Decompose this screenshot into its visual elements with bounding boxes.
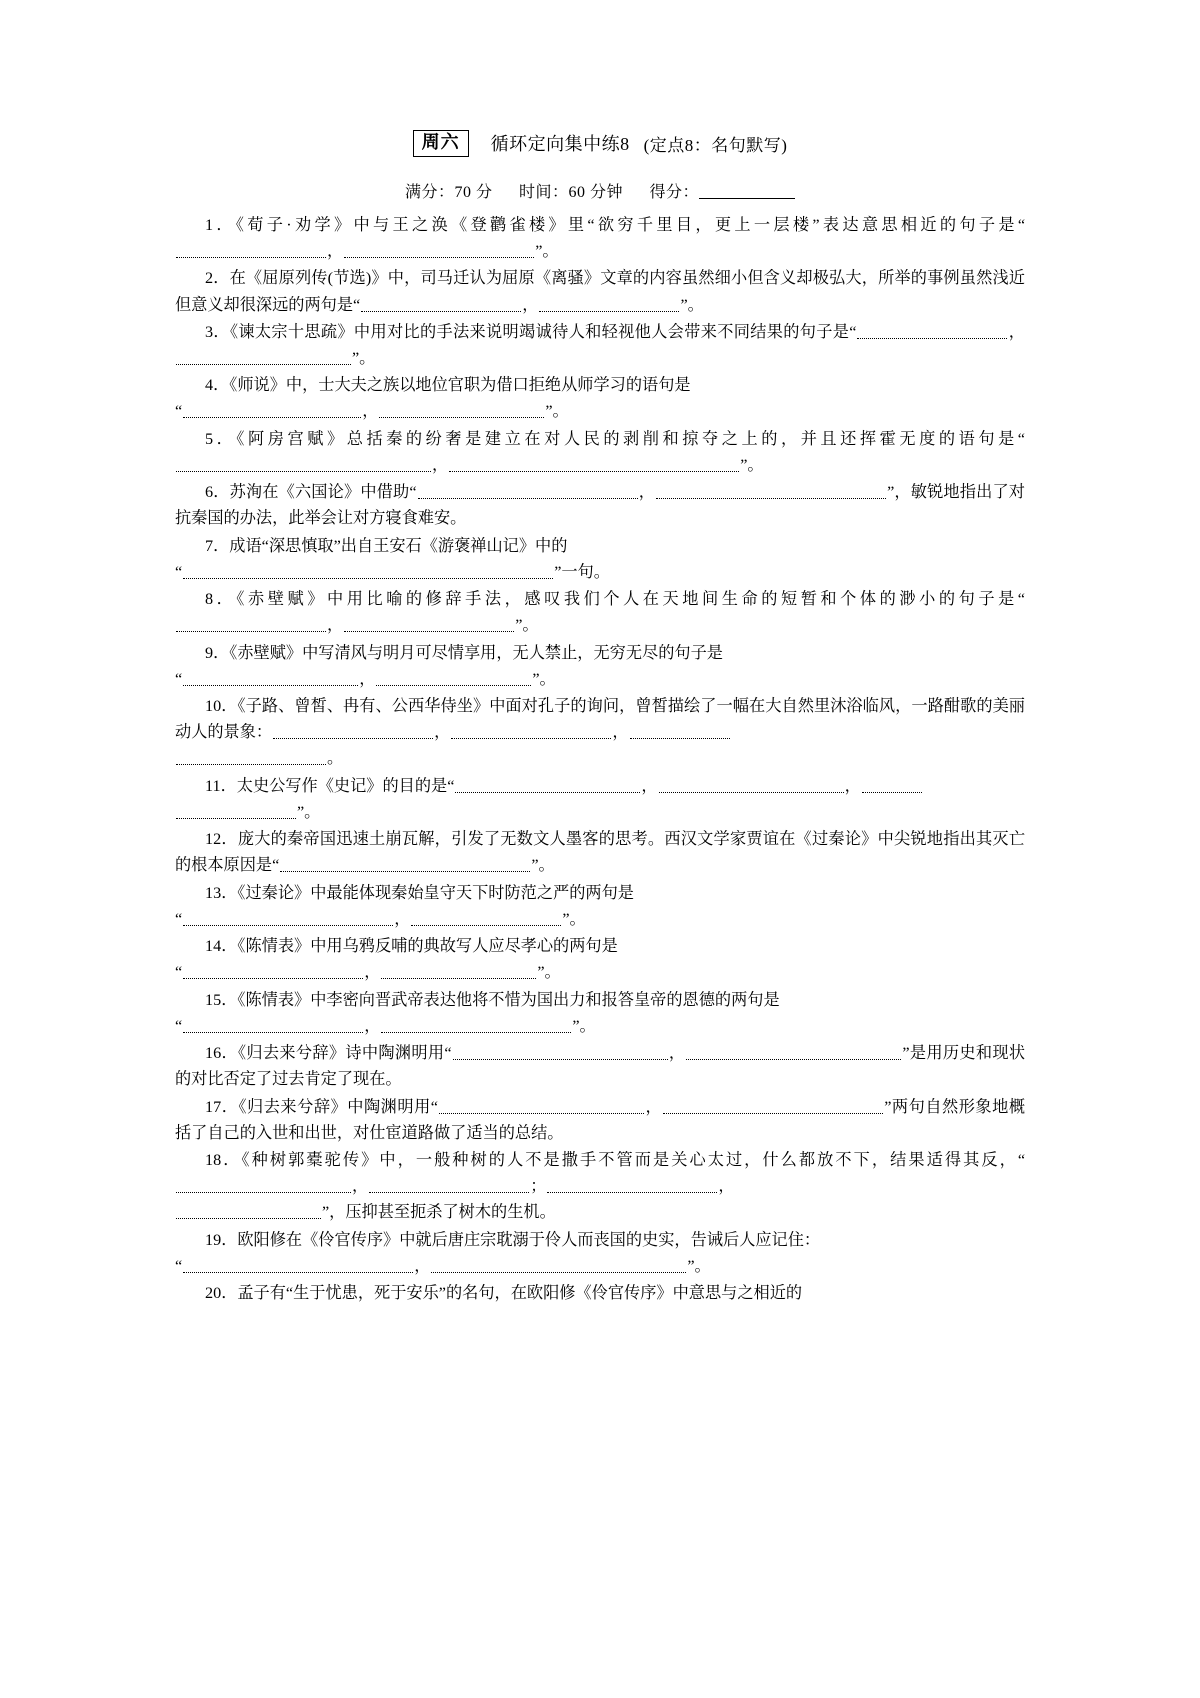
answer-blank[interactable] [183, 1260, 413, 1273]
question-text: 成语“深思慎取”出自王安石《游褒禅山记》中的 [229, 536, 568, 555]
question-number: 17． [205, 1097, 239, 1116]
question-text: ， [327, 616, 344, 635]
week-badge: 周六 [413, 130, 469, 157]
question-number: 5． [205, 429, 237, 448]
question-item [175, 426, 1025, 478]
answer-blank[interactable] [176, 619, 326, 632]
question-text: “ [175, 963, 183, 982]
question-number: 15． [205, 990, 238, 1009]
question-text: ， [364, 1016, 381, 1035]
answer-blank[interactable] [369, 1180, 529, 1193]
question-text: ， [522, 295, 539, 314]
answer-blank[interactable] [376, 673, 531, 686]
answer-blank[interactable] [453, 1047, 668, 1060]
question-text: ”。 [515, 616, 539, 635]
question-number: 19． [205, 1230, 238, 1249]
answer-blank[interactable] [449, 459, 739, 472]
question-text: 太史公写作《史记》的目的是“ [236, 776, 455, 795]
answer-blank[interactable] [381, 966, 536, 979]
question-text: ”，压抑甚至扼杀了树木的生机。 [322, 1203, 556, 1222]
question-text: 《阿房宫赋》总括秦的纷奢是建立在对人民的剥削和掠夺之上的，并且还挥霍无度的语句是“ [236, 429, 1025, 448]
question-text: ； [530, 1177, 547, 1196]
question-item [175, 773, 1025, 825]
question-text: ”，敏锐地指出了对抗秦国的办法，此举会让对方寝食难安。 [175, 483, 1025, 528]
question-number: 8． [205, 590, 237, 609]
question-item [175, 987, 1025, 1039]
question-number: 20． [205, 1284, 238, 1303]
page-title: 循环定向集中练8 [490, 134, 630, 155]
question-number: 18． [205, 1151, 242, 1169]
page-subtitle: (定点8：名句默写) [643, 135, 788, 155]
question-text: ”两句自然形象地概括了自己的入世和出世，对仕宦道路做了适当的总结。 [175, 1097, 1026, 1142]
question-text: 《陈情表》中用乌鸦反哺的典故写人应尽孝心的两句是 [237, 937, 618, 956]
answer-blank[interactable] [455, 780, 640, 793]
question-text: ， [364, 963, 381, 982]
answer-blank[interactable] [431, 1260, 686, 1273]
question-text: ， [352, 1177, 369, 1196]
question-item [175, 640, 1025, 692]
question-item [175, 319, 1025, 371]
answer-blank[interactable] [686, 1047, 901, 1060]
question-text: ”。 [687, 1256, 711, 1275]
question-text: 在《屈原列传(节选)》中，司马迁认为屈原《离骚》文章的内容虽然细小但含义却极弘大，所举的事例虽然浅近但意义却很深远的两句是“ [175, 269, 1025, 314]
answer-blank[interactable] [176, 806, 296, 819]
question-text: ”。 [740, 455, 764, 474]
question-text: 苏洵在《六国论》中借助“ [229, 483, 417, 502]
question-text: 《子路、曾皙、冉有、公西华侍坐》中面对孔子的询问，曾皙描绘了一幅在大自然里沐浴临风，一路酣歌的美丽动人的景象： [175, 697, 1025, 742]
question-number: 16． [205, 1044, 238, 1063]
answer-blank[interactable] [379, 405, 544, 418]
answer-blank[interactable] [411, 913, 561, 926]
question-item [175, 880, 1025, 932]
question-number: 4． [205, 376, 230, 395]
answer-blank[interactable] [361, 299, 521, 312]
answer-blank[interactable] [656, 486, 886, 499]
question-text: 《归去来兮辞》中陶渊明用“ [238, 1097, 438, 1116]
question-number: 14． [205, 937, 238, 956]
question-item [175, 586, 1025, 638]
question-number: 7． [205, 536, 230, 555]
question-item [175, 1040, 1025, 1092]
answer-blank[interactable] [418, 486, 638, 499]
question-text: ， [638, 483, 656, 502]
question-number: 12． [205, 830, 238, 849]
question-text: “ [175, 402, 183, 421]
answer-blank[interactable] [183, 1020, 363, 1033]
question-item [175, 533, 1025, 585]
answer-blank[interactable] [183, 913, 393, 926]
answer-blank[interactable] [183, 673, 358, 686]
question-text: ”。 [297, 802, 321, 821]
question-text: ”。 [572, 1016, 596, 1035]
question-item [175, 933, 1025, 985]
page-header [175, 130, 1025, 157]
question-text: ”。 [680, 295, 704, 314]
question-text: 《荀子·劝学》中与王之涣《登鹳雀楼》里“欲穷千里目，更上一层楼”表达意思相近的句子是“ [235, 215, 1026, 234]
question-text: ， [644, 1097, 663, 1116]
score-blank [699, 184, 795, 199]
question-text: “ [175, 669, 183, 688]
question-text: ， [718, 1177, 735, 1196]
answer-blank[interactable] [176, 245, 326, 258]
question-text: 《归去来兮辞》诗中陶渊明用“ [238, 1044, 452, 1063]
answer-blank[interactable] [176, 1206, 321, 1219]
question-number: 11． [205, 776, 237, 795]
answer-blank[interactable] [176, 752, 326, 765]
answer-blank[interactable] [547, 1180, 717, 1193]
question-item [175, 826, 1025, 878]
question-text: 孟子有“生于忧患，死于安乐”的名句，在欧阳修《伶官传序》中意思与之相近的 [237, 1284, 803, 1303]
question-number: 2． [205, 269, 230, 288]
question-text: 《赤壁赋》中用比喻的修辞手法，感叹我们个人在天地间生命的短暂和个体的渺小的句子是“ [236, 590, 1025, 609]
question-text: ， [434, 723, 451, 742]
question-text: 《过秦论》中最能体现秦始皇守天下时防范之严的两句是 [237, 883, 634, 902]
answer-blank[interactable] [439, 1101, 644, 1114]
question-text: 《谏太宗十思疏》中用对比的手法来说明竭诚待人和轻视他人会带来不同结果的句子是“ [229, 322, 857, 341]
question-text: 《赤壁赋》中写清风与明月可尽情享用，无人禁止，无穷无尽的句子是 [229, 643, 723, 662]
question-text: ， [432, 455, 449, 474]
question-item [175, 265, 1025, 317]
answer-blank[interactable] [280, 859, 530, 872]
question-text: 《种树郭橐驼传》中，一般种树的人不是撒手不管而是关心太过，什么都放不下，结果适得其反，“ [241, 1151, 1026, 1169]
time-label: 时间：60 分钟 [518, 183, 623, 201]
answer-blank[interactable] [273, 726, 433, 739]
question-item [175, 1227, 1025, 1279]
answer-blank[interactable] [630, 726, 730, 739]
answer-blank[interactable] [176, 459, 431, 472]
question-number: 10． [205, 697, 238, 716]
question-text: 《师说》中，士大夫之族以地位官职为借口拒绝从师学习的语句是 [229, 376, 691, 395]
question-text: “ [175, 1256, 183, 1275]
question-item [175, 479, 1025, 531]
question-text: ， [394, 909, 411, 928]
full-score-label: 满分：70 分 [404, 183, 493, 201]
answer-blank[interactable] [183, 405, 361, 418]
answer-blank[interactable] [663, 1101, 883, 1114]
answer-blank[interactable] [857, 326, 1007, 339]
answer-blank[interactable] [344, 245, 534, 258]
answer-blank[interactable] [381, 1020, 571, 1033]
question-text: “ [175, 1016, 183, 1035]
question-list [175, 212, 1025, 1307]
question-text: ”。 [562, 909, 586, 928]
question-text: ”。 [545, 402, 569, 421]
question-number: 1． [205, 215, 236, 234]
answer-blank[interactable] [183, 966, 363, 979]
question-item [175, 372, 1025, 424]
question-text: ”。 [535, 242, 559, 261]
answer-blank[interactable] [539, 299, 679, 312]
question-text: 。 [327, 749, 344, 768]
question-text: ， [844, 776, 861, 795]
question-text: ， [359, 669, 376, 688]
question-text: “ [175, 562, 183, 581]
answer-blank[interactable] [176, 352, 351, 365]
question-item [175, 693, 1025, 772]
question-number: 6． [205, 483, 230, 502]
question-text: 庞大的秦帝国迅速土崩瓦解，引发了无数文人墨客的思考。西汉文学家贾谊在《过秦论》中尖锐地指出其灭亡的根本原因是“ [175, 830, 1026, 875]
question-text: 欧阳修在《伶官传序》中就后唐庄宗耽溺于伶人而丧国的史实，告诫后人应记住： [237, 1230, 821, 1249]
question-item [175, 1147, 1025, 1226]
question-text: ， [1008, 322, 1025, 341]
question-text: ”。 [352, 348, 376, 367]
question-text: “ [175, 909, 183, 928]
question-item [175, 1094, 1025, 1146]
answer-blank[interactable] [344, 619, 514, 632]
answer-blank[interactable] [862, 780, 922, 793]
answer-blank[interactable] [176, 1180, 351, 1193]
exam-meta [175, 179, 1025, 202]
question-text: ”。 [532, 669, 556, 688]
question-text: ， [612, 723, 629, 742]
question-item [175, 212, 1025, 264]
question-text: ”。 [531, 856, 555, 875]
question-item [175, 1280, 1025, 1306]
question-text: ”。 [537, 963, 561, 982]
question-text: ， [327, 242, 344, 261]
question-text: ， [641, 776, 658, 795]
question-number: 3． [205, 322, 230, 341]
answer-blank[interactable] [183, 566, 553, 579]
question-number: 9． [205, 643, 230, 662]
question-text: 《陈情表》中李密向晋武帝表达他将不惜为国出力和报答皇帝的恩德的两句是 [237, 990, 780, 1009]
question-text: ， [362, 402, 379, 421]
question-number: 13． [205, 883, 238, 902]
answer-blank[interactable] [451, 726, 611, 739]
question-text: ， [668, 1044, 686, 1063]
answer-blank[interactable] [659, 780, 844, 793]
question-text: ”一句。 [554, 562, 610, 581]
question-text: ， [414, 1256, 431, 1275]
score-label: 得分： [649, 183, 700, 201]
question-text: ”是用历史和现状的对比否定了过去肯定了现在。 [175, 1044, 1026, 1089]
